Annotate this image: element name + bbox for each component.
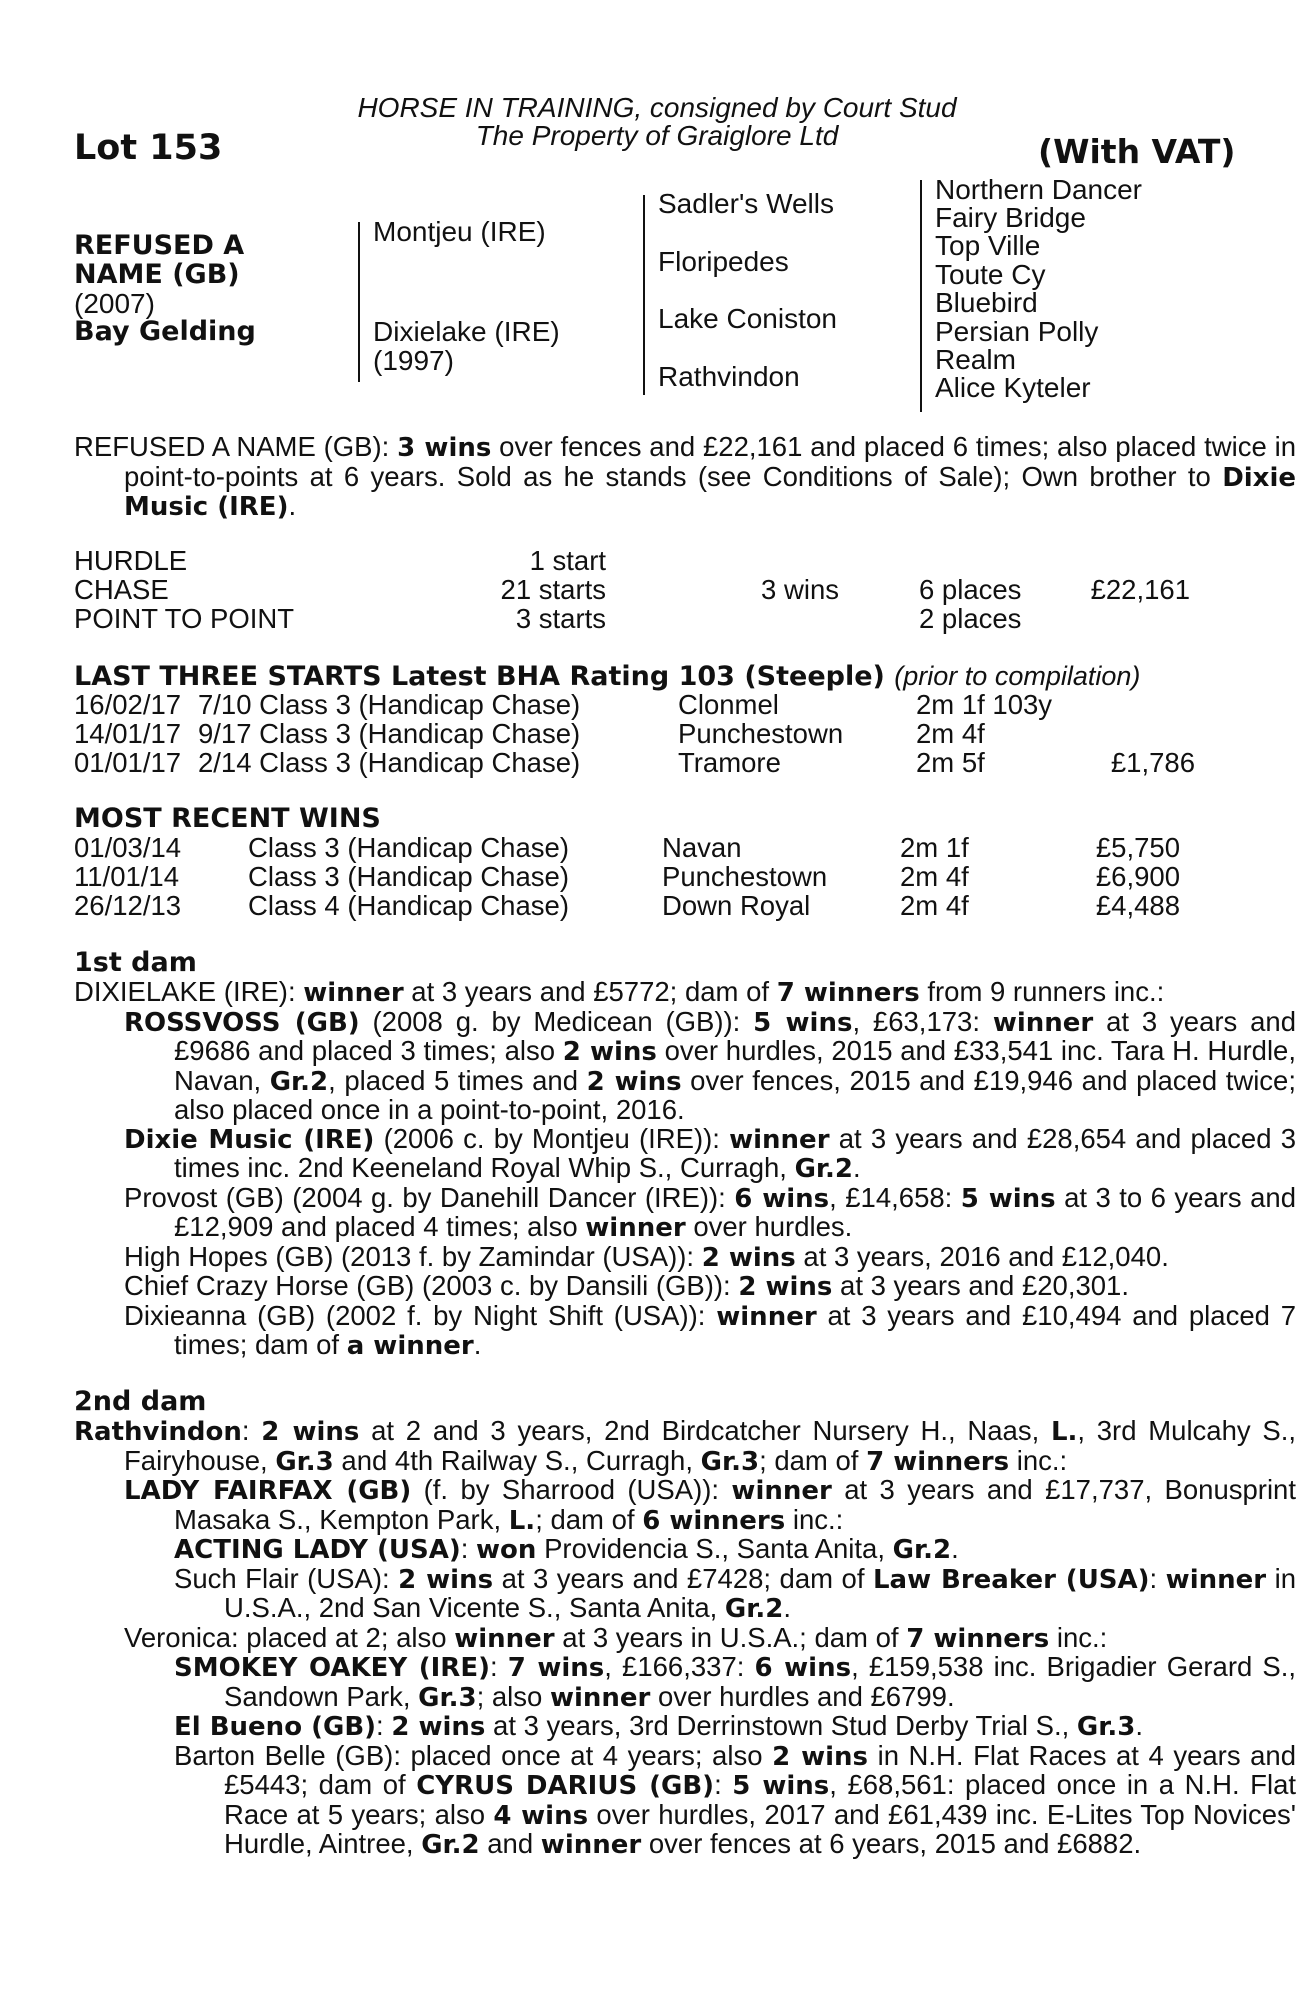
bold-text: L. [1050, 1417, 1078, 1447]
pedigree-granddam: Rathvindon [658, 361, 800, 392]
text-run: : [1149, 1562, 1166, 1594]
bold-text: won [476, 1535, 537, 1565]
pedigree-ancestor: Bluebird [935, 287, 1038, 318]
bold-text: winner [731, 1476, 832, 1506]
bold-text: ACTING LADY (USA) [174, 1535, 461, 1565]
bold-text: 5 wins [732, 1771, 830, 1801]
family-entry [74, 1417, 1296, 1476]
last-start-row: 01/01/17 2/14 Class 3 (Handicap Chase) Tramore 2m 5f £1,786 [74, 747, 1195, 778]
last-starts-title: LAST THREE STARTS Latest BHA Rating 103 (Steeple) [74, 661, 885, 692]
bold-text: 2 wins [261, 1417, 360, 1447]
text-run: over hurdles and £6799. [650, 1680, 955, 1712]
text-run: and [479, 1828, 541, 1859]
last-starts-note: (prior to compilation) [894, 661, 1141, 691]
text-run: . [783, 1592, 791, 1623]
text-run: at 3 years, 2016 and £12,040. [795, 1240, 1169, 1272]
pedigree-bracket [643, 195, 645, 395]
text-run: at 2 and 3 years, 2nd Birdcatcher Nursery H., Naas, [359, 1415, 1051, 1446]
bold-text: Gr.2 [724, 1594, 784, 1624]
bold-text: 4 wins [493, 1800, 589, 1831]
bold-text: 2 wins [398, 1564, 494, 1595]
horse-name-line2: NAME (GB) [74, 259, 240, 290]
bold-text: Rathvindon [74, 1417, 242, 1447]
text-run: Dixieanna (GB) (2002 f. by Night Shift (USA)): [124, 1299, 717, 1331]
bold-text: Gr.2 [421, 1830, 480, 1860]
bold-text: Dixie Music (IRE) [124, 1124, 375, 1155]
bold-text: Gr.3 [1076, 1712, 1136, 1742]
bold-text: winner [549, 1682, 651, 1713]
text-run: over hurdles, 2017 and £61,439 inc. E-Lites Top Novices' Hurdle, Aintree, [224, 1798, 1297, 1859]
first-dam-heading: 1st dam [74, 947, 197, 978]
text-run: , £166,337: [604, 1651, 755, 1682]
text-run: : [241, 1415, 262, 1446]
text-run: in N.H. Flat Races at 4 years and £5443; dam of [224, 1739, 1297, 1800]
text-run: High Hopes (GB) (2013 f. by Zamindar (USA)): [124, 1240, 702, 1272]
bold-text: 2 wins [701, 1242, 796, 1273]
bold-text: Gr.3 [700, 1446, 760, 1477]
bold-text: Gr.2 [892, 1535, 952, 1565]
text-run: inc.: [1049, 1621, 1108, 1653]
second-dam-heading: 2nd dam [74, 1386, 207, 1417]
text-run: inc.: [1009, 1444, 1068, 1476]
pedigree-dam: Dixielake (IRE) [373, 316, 560, 347]
text-run: , £14,658: [829, 1181, 961, 1213]
text-run: at 3 years and £7428; dam of [493, 1562, 873, 1594]
text-run: at 3 years and £10,494 and placed 7 times; dam of [174, 1299, 1296, 1360]
bold-text: 2 wins [738, 1272, 833, 1302]
last-start-row: 16/02/17 7/10 Class 3 (Handicap Chase) Clonmel 2m 1f 103y [74, 689, 1053, 720]
text-run: over hurdles, 2015 and £33,541 inc. Tara H. Hurdle, Navan, [174, 1035, 1296, 1096]
text-run: Chief Crazy Horse (GB) (2003 c. by Dansili (GB)): [124, 1270, 739, 1301]
text-run: : [489, 1651, 508, 1682]
lot-number: Lot 153 [74, 128, 223, 168]
text-run: Barton Belle (GB): placed once at 4 years; also [174, 1739, 773, 1771]
bold-text: 7 winners [906, 1623, 1050, 1654]
text-run: . [853, 1152, 861, 1183]
text-run: Such Flair (USA): [174, 1562, 399, 1594]
record-row: CHASE 21 starts 3 wins 6 places £22,161 [74, 574, 1190, 605]
bold-text: winner [1165, 1564, 1267, 1595]
produce-entry [124, 1122, 1296, 1184]
bold-text: 6 winners [642, 1505, 786, 1536]
pedigree-granddam: Floripedes [658, 246, 789, 277]
bold-text: El Bueno (GB) [174, 1712, 377, 1742]
pedigree-bracket [920, 180, 922, 412]
pedigree-bracket [358, 222, 360, 382]
bold-text: winner [303, 978, 404, 1008]
text-run: . [1135, 1710, 1143, 1741]
bold-text: L. [508, 1505, 536, 1536]
bold-text: 7 wins [507, 1653, 605, 1683]
text-run: inc.: [785, 1503, 844, 1535]
text-run: at 3 years in U.S.A.; dam of [554, 1621, 907, 1653]
horse-summary: REFUSED A NAME (GB): 3 wins over fences and £22,161 and placed 6 times; also placed twice in point-to-points at 6 years. Sold as he stands (see Conditions of Sale); Own brother to Dixie Music (IRE). [74, 431, 1296, 522]
text-run: at 3 years and £17,737, Bonusprint Masaka S., Kempton Park, [174, 1474, 1296, 1535]
bold-text: Gr.3 [275, 1446, 334, 1477]
text-run: , 3rd Mulcahy S., Fairyhouse, [124, 1415, 1296, 1476]
text-run: : [376, 1710, 392, 1741]
bold-text: ROSSVOSS (GB) [124, 1007, 360, 1038]
text-run: , £68,561: placed once in a N.H. Flat Race at 5 years; also [224, 1769, 1297, 1830]
text-run: in U.S.A., 2nd San Vicente S., Santa Anita, [224, 1562, 1296, 1623]
record-row: POINT TO POINT 3 starts 2 places [74, 603, 1022, 634]
text-run: . [473, 1329, 482, 1360]
produce-entry [124, 1005, 1297, 1125]
text-run: ; also [476, 1680, 550, 1712]
text-run: Providencia S., Santa Anita, [536, 1533, 893, 1564]
family-entry [174, 1739, 1297, 1860]
pedigree-ancestor: Alice Kyteler [935, 372, 1091, 403]
text-run: , £159,538 inc. Brigadier Gerard S., Sandown Park, [224, 1651, 1297, 1712]
bold-text: 5 wins [753, 1007, 853, 1038]
family-entry [124, 1621, 1296, 1654]
second-dam-section [0, 1417, 1314, 1860]
pedigree-grandsire: Lake Coniston [658, 303, 838, 334]
text-run: at 3 years and £28,654 and placed 3 times inc. 2nd Keeneland Royal Whip S., Curragh, [174, 1122, 1296, 1183]
bold-text: 2 wins [562, 1037, 657, 1067]
last-starts-heading [74, 662, 1140, 692]
family-entry [174, 1653, 1296, 1712]
bold-text: 7 winners [866, 1446, 1010, 1477]
bold-text: Law Breaker (USA) [872, 1564, 1150, 1595]
text-run: at 3 to 6 years and £12,909 and placed 4 times; also [174, 1181, 1297, 1242]
bold-text: Gr.2 [794, 1154, 854, 1184]
property-line: The Property of Graiglore Ltd [475, 120, 839, 151]
text-run: : [460, 1533, 477, 1564]
horse-name-line1: REFUSED A [74, 230, 245, 261]
text-run: : [714, 1769, 733, 1800]
pedigree-grandsire: Sadler's Wells [658, 188, 834, 219]
record-row: HURDLE 1 start [74, 545, 606, 576]
bold-text: winner [540, 1830, 642, 1860]
text-run: and 4th Railway S., Curragh, [333, 1444, 701, 1476]
pedigree-sire: Montjeu (IRE) [373, 216, 546, 247]
recent-wins-heading: MOST RECENT WINS [74, 803, 381, 834]
text-run: over fences at 6 years, 2015 and £6882. [641, 1828, 1142, 1859]
recent-win-row: 11/01/14 Class 3 (Handicap Chase) Punchestown 2m 4f £6,900 [74, 861, 1180, 892]
bold-text: 5 wins [960, 1183, 1056, 1214]
bold-text: 6 wins [734, 1183, 830, 1214]
text-run: ; dam of [535, 1503, 643, 1535]
produce-entry [124, 1299, 1296, 1361]
text-run: at 3 years, 3rd Derrinstown Stud Derby Trial S., [485, 1710, 1077, 1741]
text-run: Veronica: placed at 2; also [124, 1621, 455, 1653]
last-start-row: 14/01/17 9/17 Class 3 (Handicap Chase) Punchestown 2m 4f [74, 718, 985, 749]
bold-text: a winner [346, 1331, 474, 1361]
pedigree-ancestor: Toute Cy [935, 259, 1046, 290]
text-run: at 3 years and £20,301. [832, 1270, 1129, 1301]
bold-text: 2 wins [586, 1066, 682, 1097]
family-entry [124, 1476, 1296, 1535]
bold-text: CYRUS DARIUS (GB) [416, 1771, 715, 1801]
first-dam-intro [74, 978, 1246, 1008]
text-run: , placed 5 times and [328, 1064, 587, 1096]
recent-win-row: 26/12/13 Class 4 (Handicap Chase) Down Royal 2m 4f £4,488 [74, 890, 1180, 921]
text-run: (f. by Sharrood (USA)): [411, 1474, 732, 1505]
bold-text: 6 wins [754, 1653, 852, 1683]
pedigree-ancestor: Top Ville [935, 230, 1041, 261]
horse-sex: Bay Gelding [74, 316, 256, 347]
produce-entry [124, 1272, 1296, 1302]
text-run: . [951, 1533, 959, 1564]
text-run: , £63,173: [852, 1005, 993, 1037]
bold-text: winner [454, 1623, 555, 1654]
bold-text: Gr.3 [418, 1682, 477, 1713]
pedigree-ancestor: Realm [935, 344, 1016, 375]
produce-entry [124, 1240, 1296, 1273]
bold-text: winner [716, 1301, 817, 1332]
text-run: at 3 years and £5772; dam of [403, 976, 777, 1007]
recent-win-row: 01/03/14 Class 3 (Handicap Chase) Navan 2m 1f £5,750 [74, 832, 1180, 863]
text-run: at 3 years and £9686 and placed 3 times; also [174, 1005, 1297, 1066]
text-run: (2008 g. by Medicean (GB)): [359, 1005, 754, 1037]
consignor-line: HORSE IN TRAINING, consigned by Court Stud [357, 92, 957, 123]
bold-text: 2 wins [772, 1741, 869, 1772]
text-run: (2006 c. by Montjeu (IRE)): [374, 1122, 730, 1154]
bold-text: winner [992, 1007, 1094, 1038]
vat-label: (With VAT) [1038, 132, 1236, 171]
bold-text: LADY FAIRFAX (GB) [124, 1476, 412, 1506]
text-run: DIXIELAKE (IRE): [74, 976, 304, 1007]
text-run: over hurdles. [685, 1211, 853, 1242]
family-entry [174, 1712, 1296, 1742]
bold-text: winner [585, 1213, 686, 1243]
horse-year: (2007) [74, 288, 155, 319]
pedigree-ancestor: Northern Dancer [935, 174, 1142, 205]
text-run: over fences, 2015 and £19,946 and placed twice; also placed once in a point-to-point, 2016. [174, 1064, 1296, 1125]
family-entry [174, 1562, 1296, 1624]
pedigree-ancestor: Fairy Bridge [935, 202, 1086, 233]
bold-text: 7 winners [776, 978, 920, 1008]
bold-text: SMOKEY OAKEY (IRE) [174, 1653, 490, 1683]
bold-text: 2 wins [391, 1712, 486, 1742]
bold-text: winner [729, 1124, 830, 1155]
text-run: Provost (GB) (2004 g. by Danehill Dancer (IRE)): [124, 1181, 735, 1213]
pedigree-ancestor: Persian Polly [935, 316, 1099, 347]
text-run: from 9 runners inc.: [919, 976, 1165, 1007]
family-entry [174, 1535, 1296, 1565]
text-run: ; dam of [759, 1444, 867, 1476]
pedigree-dam-year: (1997) [373, 345, 454, 376]
bold-text: Gr.2 [269, 1066, 329, 1097]
produce-entry [124, 1181, 1297, 1243]
first-dam-section [0, 978, 1314, 1361]
